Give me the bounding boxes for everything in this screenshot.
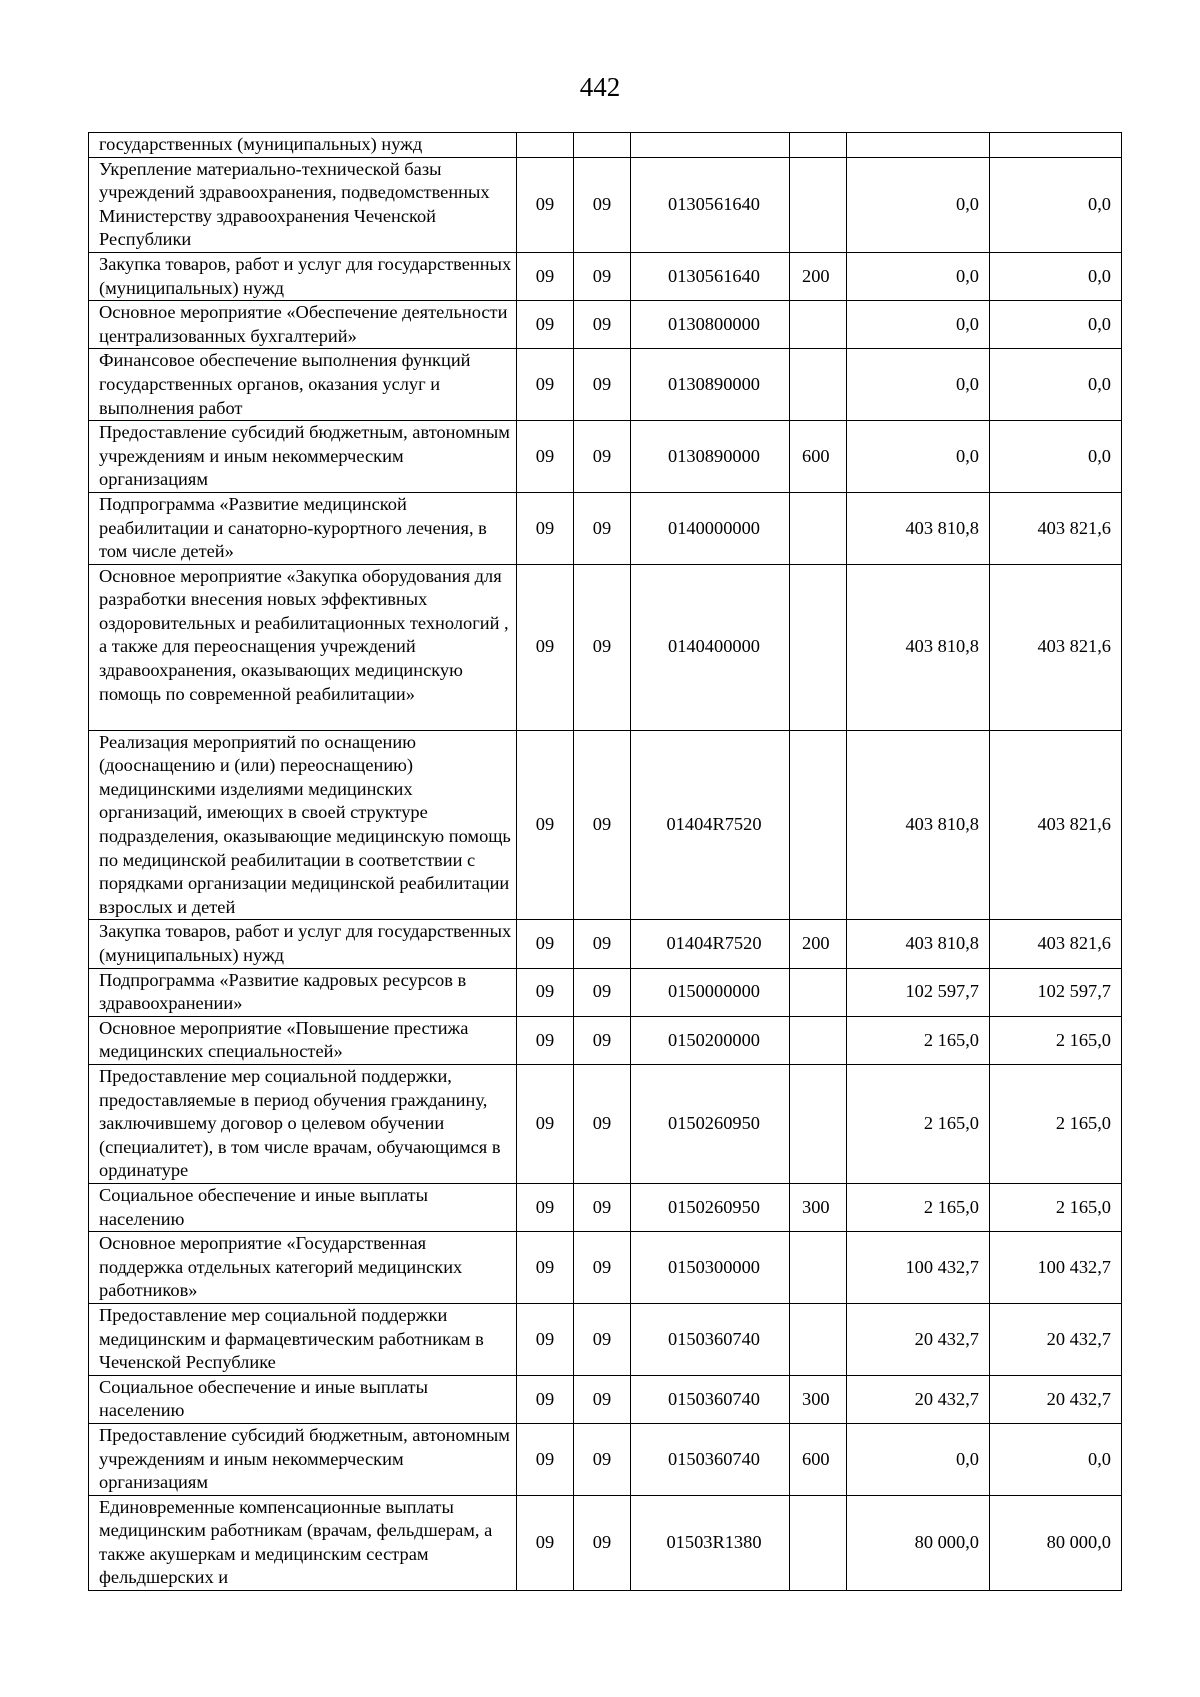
- amount-year1-cell: 2 165,0: [847, 1016, 990, 1064]
- row-name-cell: Предоставление субсидий бюджетным, автономным учреждениям и иным некоммерческим организациям: [89, 1423, 517, 1495]
- table-body: [89, 133, 1122, 1591]
- amount-year1-cell: 2 165,0: [847, 1183, 990, 1231]
- target-article-cell: 0140000000: [631, 492, 790, 564]
- expense-type-cell: 300: [790, 1375, 847, 1423]
- expense-type-cell: 200: [790, 920, 847, 968]
- amount-year2-cell: 20 432,7: [990, 1375, 1122, 1423]
- table-row: [89, 1065, 1122, 1184]
- budget-table: [88, 132, 1122, 1591]
- subsection-code-cell: 09: [574, 564, 631, 730]
- row-name-cell: Укрепление материально-технической базы учреждений здравоохранения, подведомственных Министерству здравоохранения Чеченской Республики: [89, 157, 517, 252]
- amount-year2-cell: 0,0: [990, 421, 1122, 493]
- section-code-cell: 09: [517, 1423, 574, 1495]
- section-code-cell: 09: [517, 1183, 574, 1231]
- expense-type-cell: [790, 1016, 847, 1064]
- subsection-code-cell: 09: [574, 349, 631, 421]
- page-number: 442: [579, 72, 621, 102]
- amount-year1-cell: 403 810,8: [847, 492, 990, 564]
- row-name-cell: Социальное обеспечение и иные выплаты населению: [89, 1375, 517, 1423]
- amount-year2-cell: 100 432,7: [990, 1232, 1122, 1304]
- amount-year1-cell: 100 432,7: [847, 1232, 990, 1304]
- section-code-cell: 09: [517, 968, 574, 1016]
- target-article-cell: 0150360740: [631, 1375, 790, 1423]
- section-code-cell: 09: [517, 1016, 574, 1064]
- subsection-code-cell: 09: [574, 421, 631, 493]
- amount-year2-cell: 0,0: [990, 349, 1122, 421]
- subsection-code-cell: 09: [574, 1423, 631, 1495]
- amount-year2-cell: 2 165,0: [990, 1183, 1122, 1231]
- row-name-cell: Закупка товаров, работ и услуг для государственных (муниципальных) нужд: [89, 252, 517, 300]
- amount-year1-cell: 80 000,0: [847, 1495, 990, 1590]
- section-code-cell: 09: [517, 1495, 574, 1590]
- table-row: [89, 421, 1122, 493]
- row-name-cell: Закупка товаров, работ и услуг для государственных (муниципальных) нужд: [89, 920, 517, 968]
- target-article-cell: 0150000000: [631, 968, 790, 1016]
- expense-type-cell: [790, 1495, 847, 1590]
- row-name-cell: Основное мероприятие «Повышение престижа медицинских специальностей»: [89, 1016, 517, 1064]
- expense-type-cell: [790, 157, 847, 252]
- section-code-cell: 09: [517, 920, 574, 968]
- amount-year2-cell: 403 821,6: [990, 730, 1122, 920]
- table-row: [89, 349, 1122, 421]
- target-article-cell: 0150360740: [631, 1423, 790, 1495]
- section-code-cell: 09: [517, 1065, 574, 1184]
- target-article-cell: 0150360740: [631, 1303, 790, 1375]
- table-row: [89, 1016, 1122, 1064]
- table-row: [89, 157, 1122, 252]
- amount-year2-cell: 0,0: [990, 252, 1122, 300]
- row-name-cell: Основное мероприятие «Обеспечение деятельности централизованных бухгалтерий»: [89, 301, 517, 349]
- subsection-code-cell: 09: [574, 1303, 631, 1375]
- expense-type-cell: [790, 492, 847, 564]
- target-article-cell: 0150260950: [631, 1065, 790, 1184]
- subsection-code-cell: 09: [574, 252, 631, 300]
- table-row: [89, 564, 1122, 730]
- expense-type-cell: [790, 968, 847, 1016]
- amount-year1-cell: 403 810,8: [847, 730, 990, 920]
- amount-year1-cell: 0,0: [847, 1423, 990, 1495]
- row-name-cell: Единовременные компенсационные выплаты медицинским работникам (врачам, фельдшерам, а также акушеркам и медицинским сестрам фельдшерских и: [89, 1495, 517, 1590]
- expense-type-cell: [790, 564, 847, 730]
- subsection-code-cell: 09: [574, 301, 631, 349]
- table-row: [89, 730, 1122, 920]
- expense-type-cell: [790, 730, 847, 920]
- subsection-code-cell: 09: [574, 968, 631, 1016]
- expense-type-cell: 200: [790, 252, 847, 300]
- table-row: [89, 1375, 1122, 1423]
- table-row: [89, 133, 1122, 158]
- table-row: [89, 1303, 1122, 1375]
- amount-year2-cell: 20 432,7: [990, 1303, 1122, 1375]
- subsection-code-cell: 09: [574, 157, 631, 252]
- section-code-cell: 09: [517, 492, 574, 564]
- expense-type-cell: 600: [790, 421, 847, 493]
- target-article-cell: 0150200000: [631, 1016, 790, 1064]
- amount-year2-cell: 2 165,0: [990, 1016, 1122, 1064]
- amount-year1-cell: 403 810,8: [847, 564, 990, 730]
- target-article-cell: 0130890000: [631, 421, 790, 493]
- amount-year1-cell: 2 165,0: [847, 1065, 990, 1184]
- subsection-code-cell: 09: [574, 1375, 631, 1423]
- amount-year2-cell: 403 821,6: [990, 492, 1122, 564]
- amount-year1-cell: 0,0: [847, 252, 990, 300]
- section-code-cell: 09: [517, 730, 574, 920]
- target-article-cell: 01404R7520: [631, 730, 790, 920]
- target-article-cell: 0130800000: [631, 301, 790, 349]
- expense-type-cell: [790, 349, 847, 421]
- subsection-code-cell: [574, 133, 631, 158]
- target-article-cell: 0130561640: [631, 157, 790, 252]
- target-article-cell: 0130890000: [631, 349, 790, 421]
- row-name-cell: Подпрограмма «Развитие кадровых ресурсов в здравоохранении»: [89, 968, 517, 1016]
- expense-type-cell: 600: [790, 1423, 847, 1495]
- subsection-code-cell: 09: [574, 920, 631, 968]
- section-code-cell: 09: [517, 349, 574, 421]
- target-article-cell: 0130561640: [631, 252, 790, 300]
- row-name-cell: Предоставление мер социальной поддержки медицинским и фармацевтическим работникам в Чеченской Республике: [89, 1303, 517, 1375]
- section-code-cell: 09: [517, 252, 574, 300]
- section-code-cell: 09: [517, 301, 574, 349]
- section-code-cell: 09: [517, 1303, 574, 1375]
- amount-year1-cell: 20 432,7: [847, 1303, 990, 1375]
- amount-year2-cell: 403 821,6: [990, 564, 1122, 730]
- amount-year2-cell: 403 821,6: [990, 920, 1122, 968]
- table-row: [89, 1183, 1122, 1231]
- section-code-cell: 09: [517, 157, 574, 252]
- expense-type-cell: 300: [790, 1183, 847, 1231]
- amount-year1-cell: 0,0: [847, 301, 990, 349]
- amount-year2-cell: 102 597,7: [990, 968, 1122, 1016]
- target-article-cell: 01503R1380: [631, 1495, 790, 1590]
- row-name-cell: Подпрограмма «Развитие медицинской реабилитации и санаторно-курортного лечения, в том числе детей»: [89, 492, 517, 564]
- section-code-cell: [517, 133, 574, 158]
- section-code-cell: 09: [517, 1232, 574, 1304]
- subsection-code-cell: 09: [574, 492, 631, 564]
- table-row: [89, 252, 1122, 300]
- expense-type-cell: [790, 1232, 847, 1304]
- section-code-cell: 09: [517, 421, 574, 493]
- amount-year1-cell: 20 432,7: [847, 1375, 990, 1423]
- amount-year1-cell: [847, 133, 990, 158]
- row-name-cell: Основное мероприятие «Государственная поддержка отдельных категорий медицинских работников»: [89, 1232, 517, 1304]
- amount-year2-cell: [990, 133, 1122, 158]
- subsection-code-cell: 09: [574, 1065, 631, 1184]
- target-article-cell: 0150300000: [631, 1232, 790, 1304]
- table-row: [89, 1495, 1122, 1590]
- amount-year2-cell: 0,0: [990, 301, 1122, 349]
- expense-type-cell: [790, 1065, 847, 1184]
- expense-type-cell: [790, 133, 847, 158]
- row-name-cell: Предоставление субсидий бюджетным, автономным учреждениям и иным некоммерческим организациям: [89, 421, 517, 493]
- subsection-code-cell: 09: [574, 1016, 631, 1064]
- row-name-cell: Реализация мероприятий по оснащению (дооснащению и (или) переоснащению) медицинскими изделиями медицинских организаций, имеющих в своей структуре подразделения, оказывающие медицинскую помощь по медицинской реабилитации в соответствии с порядками организации медицинской реабилитации взрослых и детей: [89, 730, 517, 920]
- table-row: [89, 968, 1122, 1016]
- target-article-cell: [631, 133, 790, 158]
- row-name-cell: Социальное обеспечение и иные выплаты населению: [89, 1183, 517, 1231]
- row-name-cell: Предоставление мер социальной поддержки, предоставляемые в период обучения гражданину, заключившему договор о целевом обучении (специалитет), в том числе врачам, обучающимся в ординатуре: [89, 1065, 517, 1184]
- section-code-cell: 09: [517, 1375, 574, 1423]
- table-row: [89, 920, 1122, 968]
- amount-year2-cell: 0,0: [990, 157, 1122, 252]
- row-name-cell: Основное мероприятие «Закупка оборудования для разработки внесения новых эффективных оздоровительных и реабилитационных технологий , а также для переоснащения учреждений здравоохранения, оказывающих медицинскую помощь по современной реабилитации»: [89, 564, 517, 730]
- expense-type-cell: [790, 301, 847, 349]
- table-row: [89, 1423, 1122, 1495]
- subsection-code-cell: 09: [574, 1495, 631, 1590]
- table-row: [89, 301, 1122, 349]
- amount-year1-cell: 0,0: [847, 349, 990, 421]
- section-code-cell: 09: [517, 564, 574, 730]
- target-article-cell: 01404R7520: [631, 920, 790, 968]
- amount-year1-cell: 0,0: [847, 157, 990, 252]
- amount-year1-cell: 403 810,8: [847, 920, 990, 968]
- subsection-code-cell: 09: [574, 1232, 631, 1304]
- target-article-cell: 0150260950: [631, 1183, 790, 1231]
- amount-year2-cell: 0,0: [990, 1423, 1122, 1495]
- subsection-code-cell: 09: [574, 730, 631, 920]
- target-article-cell: 0140400000: [631, 564, 790, 730]
- table-row: [89, 492, 1122, 564]
- amount-year1-cell: 102 597,7: [847, 968, 990, 1016]
- row-name-cell: государственных (муниципальных) нужд: [89, 133, 517, 158]
- amount-year1-cell: 0,0: [847, 421, 990, 493]
- expense-type-cell: [790, 1303, 847, 1375]
- amount-year2-cell: 2 165,0: [990, 1065, 1122, 1184]
- table-row: [89, 1232, 1122, 1304]
- amount-year2-cell: 80 000,0: [990, 1495, 1122, 1590]
- row-name-cell: Финансовое обеспечение выполнения функций государственных органов, оказания услуг и выполнения работ: [89, 349, 517, 421]
- subsection-code-cell: 09: [574, 1183, 631, 1231]
